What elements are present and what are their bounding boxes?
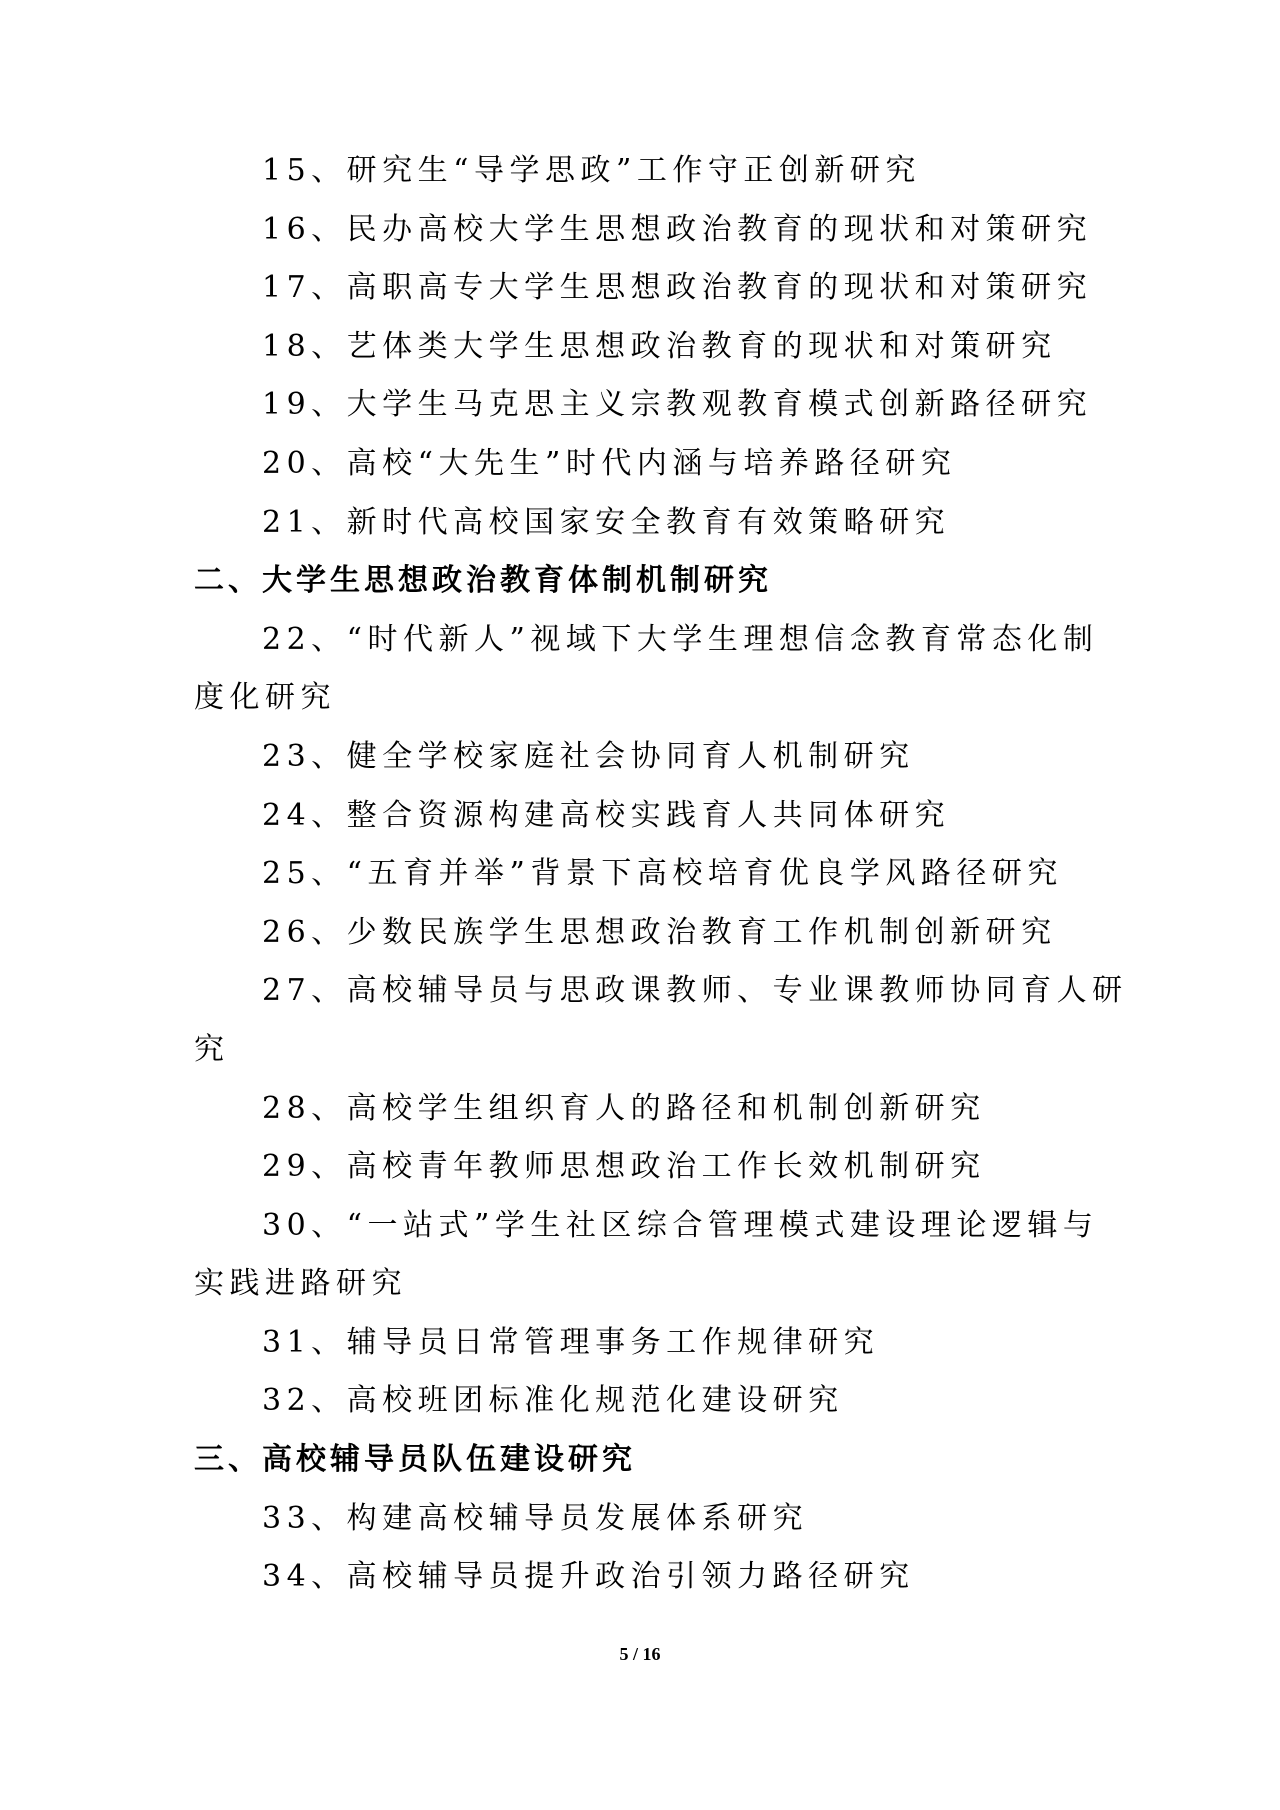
list-item: 22、“时代新人”视域下大学生理想信念教育常态化制	[262, 621, 1099, 657]
list-item: 28、高校学生组织育人的路径和机制创新研究	[262, 1090, 986, 1126]
list-item: 29、高校青年教师思想政治工作长效机制研究	[262, 1149, 986, 1185]
list-item: 32、高校班团标准化规范化建设研究	[262, 1383, 844, 1419]
list-item: 20、高校“大先生”时代内涵与培养路径研究	[262, 445, 957, 481]
list-item: 33、构建高校辅导员发展体系研究	[262, 1500, 809, 1536]
list-item: 24、整合资源构建高校实践育人共同体研究	[262, 797, 951, 833]
list-item: 16、民办高校大学生思想政治教育的现状和对策研究	[262, 211, 1093, 247]
list-item: 21、新时代高校国家安全教育有效策略研究	[262, 504, 951, 540]
list-item: 23、健全学校家庭社会协同育人机制研究	[262, 738, 915, 774]
list-item: 30、“一站式”学生社区综合管理模式建设理论逻辑与	[262, 1207, 1099, 1243]
list-item: 18、艺体类大学生思想政治教育的现状和对策研究	[262, 328, 1057, 364]
list-item: 17、高职高专大学生思想政治教育的现状和对策研究	[262, 270, 1093, 306]
list-item: 26、少数民族学生思想政治教育工作机制创新研究	[262, 914, 1057, 950]
list-item: 34、高校辅导员提升政治引领力路径研究	[262, 1559, 915, 1595]
section-heading: 三、高校辅导员队伍建设研究	[194, 1442, 636, 1478]
list-item-continuation: 实践进路研究	[194, 1266, 407, 1302]
list-item: 25、“五育并举”背景下高校培育优良学风路径研究	[262, 856, 1063, 892]
list-item-continuation: 度化研究	[194, 680, 336, 716]
list-item: 15、研究生“导学思政”工作守正创新研究	[262, 153, 921, 188]
list-item-continuation: 究	[194, 1031, 230, 1067]
list-item: 31、辅导员日常管理事务工作规律研究	[262, 1324, 880, 1360]
page-number: 5 / 16	[619, 1644, 661, 1664]
list-item: 19、大学生马克思主义宗教观教育模式创新路径研究	[262, 387, 1093, 423]
document-body	[194, 142, 1128, 1607]
list-item: 27、高校辅导员与思政课教师、专业课教师协同育人研	[262, 973, 1128, 1009]
section-heading: 二、大学生思想政治教育体制机制研究	[194, 563, 772, 599]
